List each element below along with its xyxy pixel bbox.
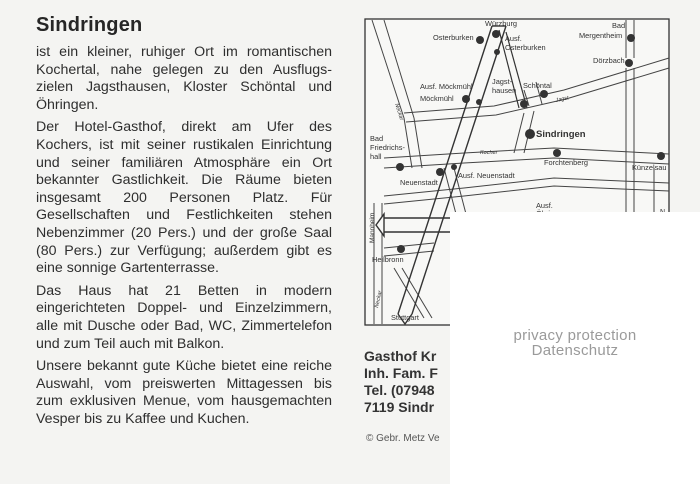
town-dot-moeckmuehl	[462, 95, 470, 103]
town-dot-neuenstadt	[436, 168, 444, 176]
town-label-wuerzburg: Würzburg	[485, 19, 518, 28]
town-label-bad-friedrichshall-1: Bad	[370, 134, 384, 143]
town-dot-ausf-osterburken	[494, 49, 500, 55]
privacy-overlay	[450, 212, 700, 484]
town-label-bad-mergentheim-2: Mergentheim	[579, 31, 623, 40]
town-label-ausf-moeckmuehl: Ausf. Möckmühl	[420, 82, 473, 91]
river-label-jagst: Jagst	[555, 95, 570, 104]
contact-name: Gasthof Kr	[364, 348, 437, 364]
town-label-neuenstadt: Neuenstadt	[400, 178, 438, 187]
town-dot-ausf-moeckmuehl	[476, 99, 482, 105]
paragraph-intro: ist ein kleiner, ruhiger Ort im romantischen Kochertal, nahe gelegen zu den Ausflugs-zielen Jagsthausen, Kloster Schöntal und Öhringen.	[36, 44, 332, 113]
privacy-text	[450, 328, 700, 358]
town-dot-wuerzburg	[492, 30, 500, 38]
town-label-jagsthausen-1: Jagst-	[492, 77, 513, 86]
town-label-kuenzelsau: Künzelsau	[632, 163, 667, 172]
town-label-ausf-neuenstadt: Ausf. Neuenstadt	[458, 171, 515, 180]
town-dot-jagsthausen	[520, 100, 528, 108]
river-label-neckar-south: Neckar	[374, 290, 384, 309]
town-label-forchtenberg: Forchtenberg	[544, 158, 588, 167]
town-dot-forchtenberg	[553, 149, 561, 157]
paragraph-rooms: Das Haus hat 21 Betten in modern eingerichteten Doppel- und Einzelzimmern, alle mit Dusche oder Bad, WC, Zimmertelefon und zum Teil auch mit Balkon.	[36, 282, 332, 352]
town-dot-bad-mergentheim	[627, 34, 635, 42]
town-dot-bad-friedrichshall	[396, 163, 404, 171]
town-label-ausf-osterburken-1: Ausf.	[505, 34, 522, 43]
town-label-ausf-osterburken-2: Osterburken	[505, 43, 546, 52]
town-dot-schoental	[540, 90, 548, 98]
town-label-doerzbach: Dörzbach	[593, 56, 625, 65]
town-label-osterburken: Osterburken	[433, 33, 474, 42]
privacy-line-de: Datenschutz	[531, 342, 619, 359]
town-dot-osterburken	[476, 36, 484, 44]
page-title: Sindringen	[36, 14, 143, 36]
town-label-bad-friedrichshall-2: Friedrichs-	[370, 143, 405, 152]
town-label-schoental: Schöntal	[523, 81, 552, 90]
contact-owner: Inh. Fam. F	[364, 365, 438, 381]
town-label-bad-mergentheim-1: Bad	[612, 21, 626, 30]
paragraph-hotel: Der Hotel-Gasthof, direkt am Ufer des Kochers, ist mit seiner rustikalen Einrichtung und seiner familiären Atmosphäre ein Ort bekannter Gastlichkeit. Die Räume bieten insgesamt 200 Personen Platz. Für Gesellschaften und Festlichkeiten stehen Nebenzimmer (20 Pers.) und der große Saal (80 Pers.) zur Verfügung; außerdem gibt es eine sonnige Gartenterrasse.	[36, 119, 332, 277]
river-label-neckar-north: Neckar	[393, 102, 405, 122]
contact-address: 7119 Sindr	[364, 399, 435, 415]
town-label-heilbronn: Heilbronn	[372, 255, 404, 264]
description-text	[36, 44, 332, 433]
town-label-ausf-oehringen-1: Ausf.	[536, 201, 553, 210]
town-dot-doerzbach	[625, 59, 633, 67]
town-dot-heilbronn	[397, 245, 405, 253]
contact-phone: Tel. (07948	[364, 382, 435, 398]
town-label-jagsthausen-2: hausen	[492, 86, 517, 95]
town-label-bad-friedrichshall-3: hall	[370, 152, 382, 161]
town-label-moeckmuehl: Möckmühl	[420, 94, 454, 103]
town-dot-sindringen	[525, 129, 535, 139]
contact-block	[364, 348, 438, 416]
town-label-stuttgart: Stuttgart	[391, 313, 419, 322]
paragraph-kitchen: Unsere bekannt gute Küche bietet eine reiche Auswahl, vom preiswerten Mittagessen bis zum exklusiven Menue, vom hausgemachten Vesper bis zu Kaffee und Kuchen.	[36, 358, 332, 427]
town-dot-ausf-neuenstadt	[451, 164, 457, 170]
privacy-line-en: privacy protection	[513, 327, 637, 344]
town-dot-kuenzelsau	[657, 152, 665, 160]
town-label-sindringen: Sindringen	[536, 129, 586, 140]
town-label-mannheim: Mannheim	[369, 212, 376, 243]
copyright-notice: © Gebr. Metz Ve	[366, 433, 440, 444]
river-label-kocher: Kocher	[480, 150, 498, 156]
